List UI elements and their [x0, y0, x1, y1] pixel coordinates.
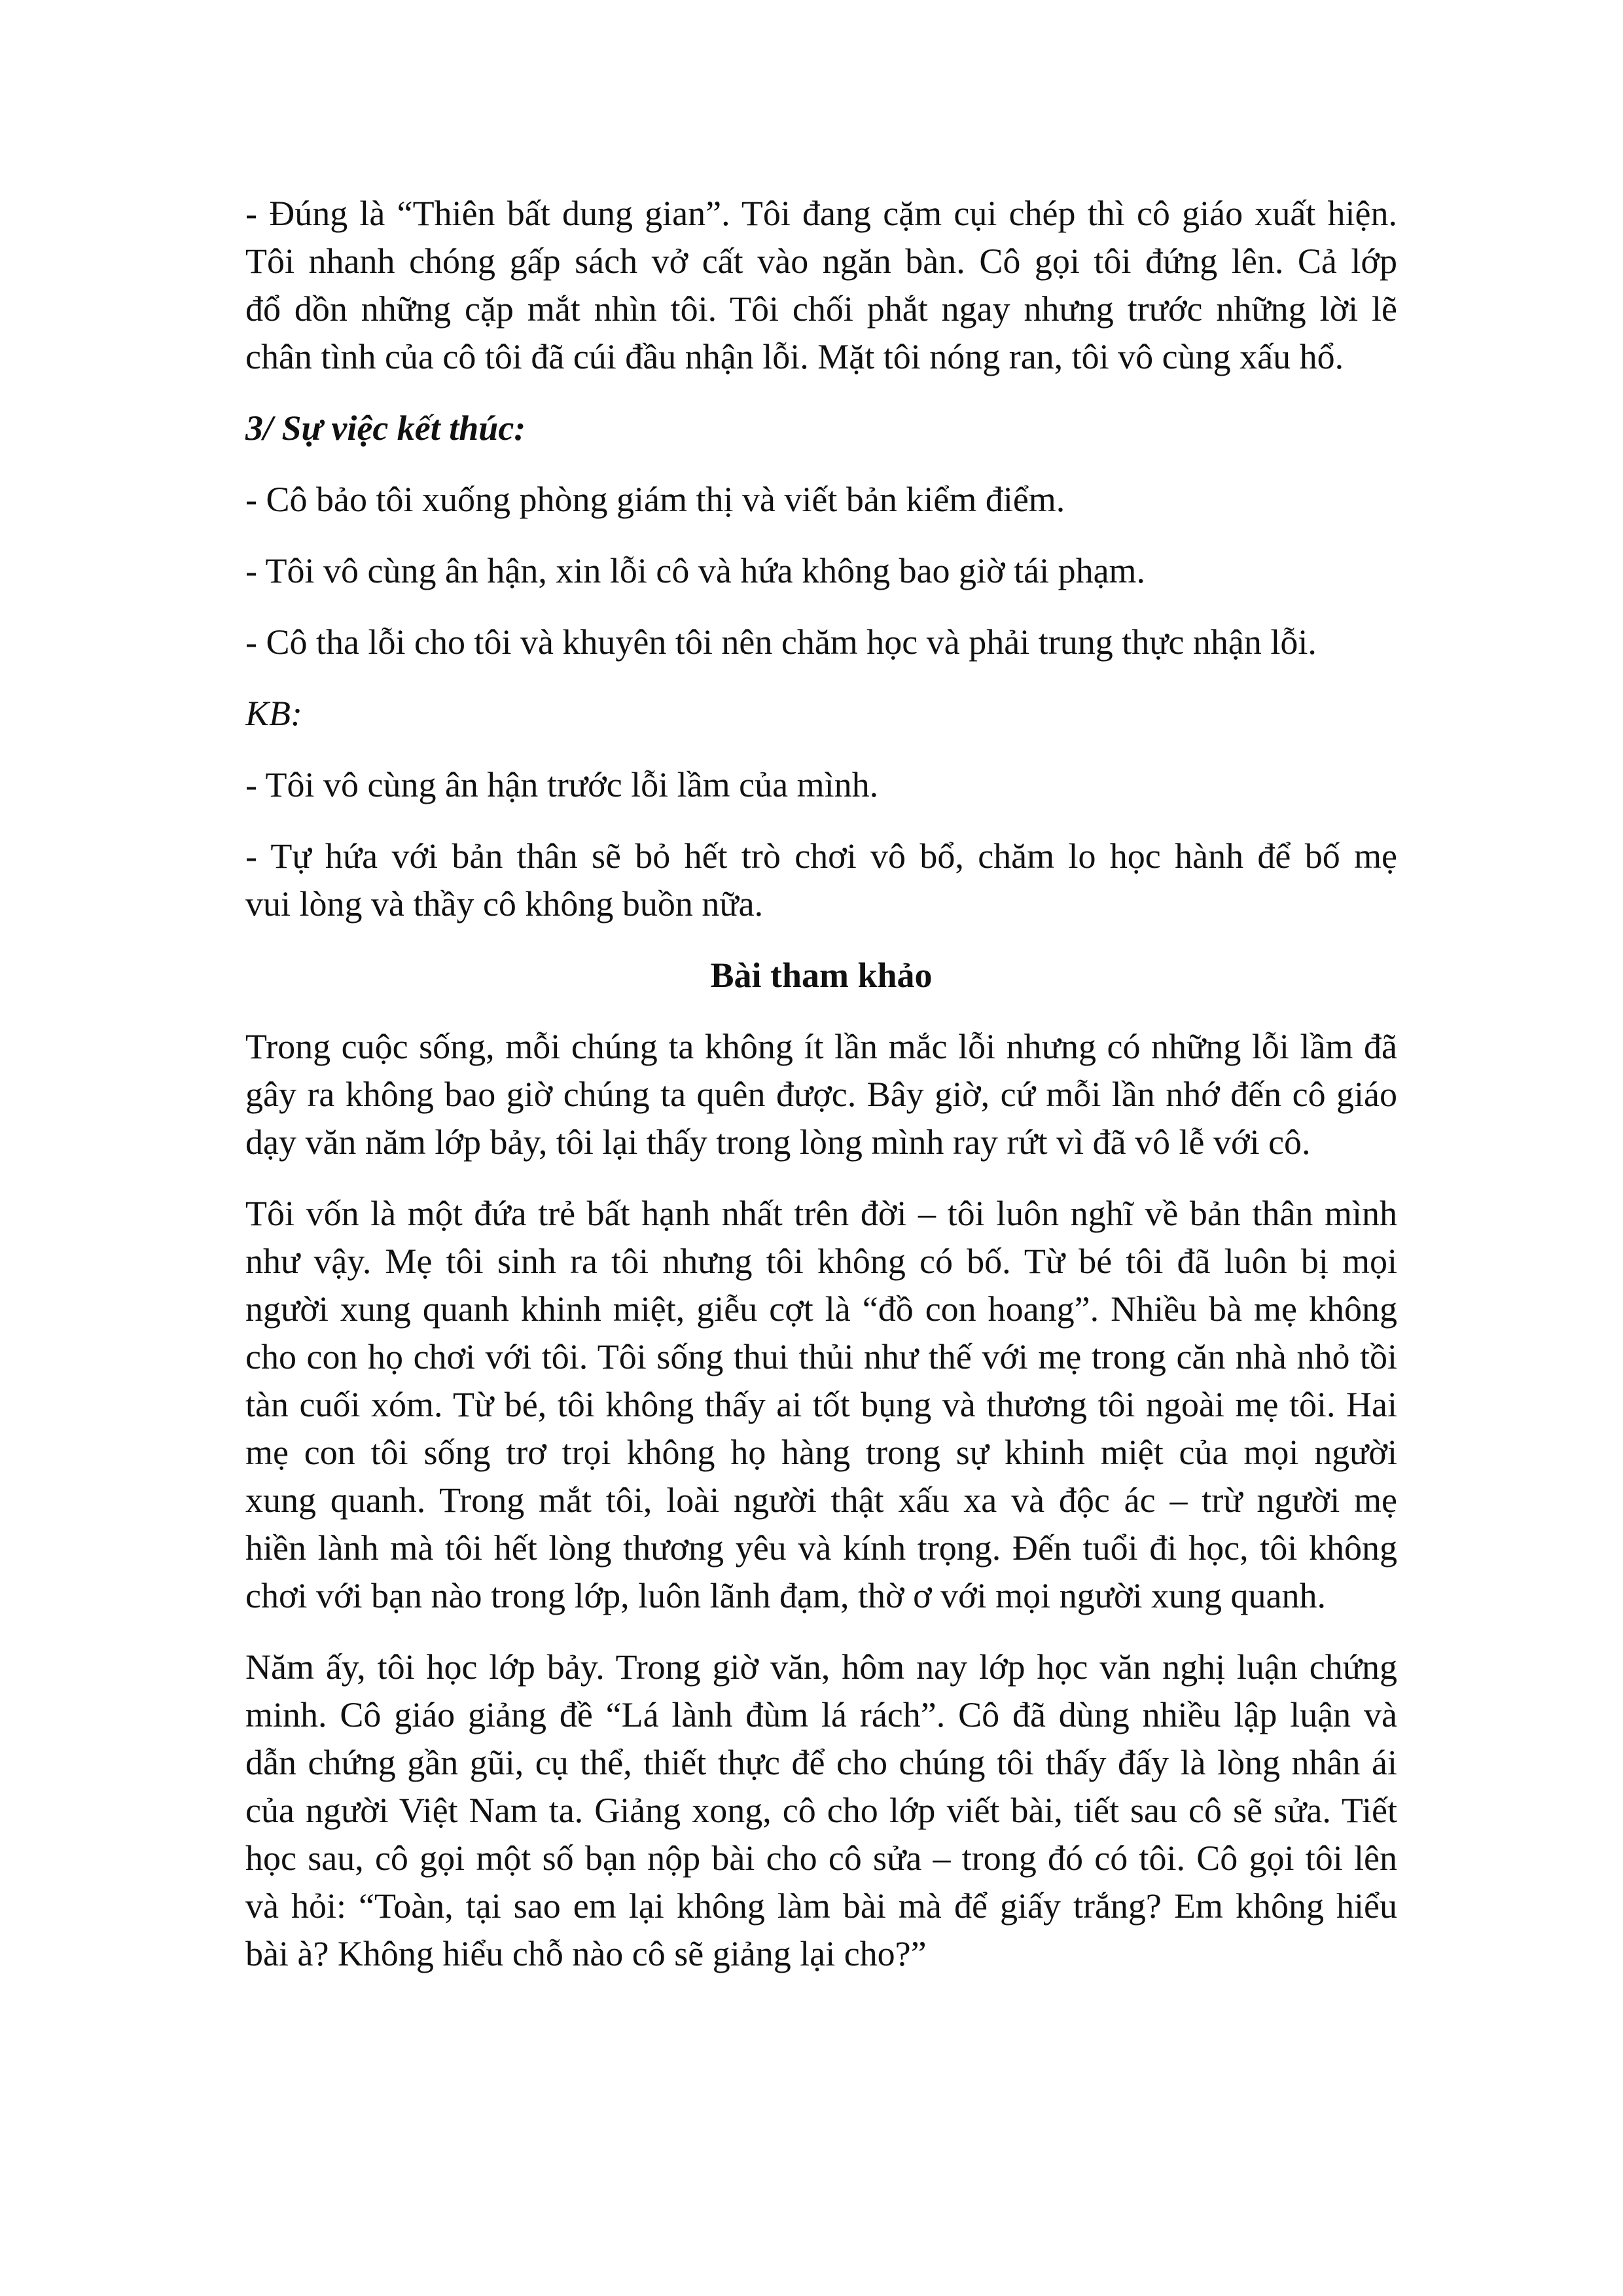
reference-title: Bài tham khảo	[710, 956, 933, 995]
text-line: vui lòng và thầy cô không buồn nữa.	[245, 884, 764, 924]
text-line: và hỏi: “Toàn, tại sao em lại không làm bài mà để giấy trắng? Em không hiểu	[245, 1886, 1397, 1926]
text-line: Trong cuộc sống, mỗi chúng ta không ít lần mắc lỗi nhưng có những lỗi lầm đã	[245, 1027, 1397, 1066]
text-line: đổ dồn những cặp mắt nhìn tôi. Tôi chối phắt ngay nhưng trước những lời lẽ	[245, 289, 1397, 329]
text-line: chơi với bạn nào trong lớp, luôn lãnh đạm, thờ ơ với mọi người xung quanh.	[245, 1576, 1326, 1615]
reference-paragraph	[245, 1023, 1397, 1166]
text-line: Tôi nhanh chóng gấp sách vở cất vào ngăn bàn. Cô gọi tôi đứng lên. Cả lớp	[245, 242, 1397, 281]
text-line: xung quanh. Trong mắt tôi, loài người thật xấu xa và độc ác – trừ người mẹ	[245, 1480, 1397, 1520]
text-line: Năm ấy, tôi học lớp bảy. Trong giờ văn, hôm nay lớp học văn nghị luận chứng	[245, 1647, 1397, 1687]
text-line: hiền lành mà tôi hết lòng thương yêu và kính trọng. Đến tuổi đi học, tôi không	[245, 1528, 1397, 1568]
intro-paragraph	[245, 190, 1397, 381]
list-item: - Tôi vô cùng ân hận, xin lỗi cô và hứa không bao giờ tái phạm.	[245, 551, 1146, 590]
text-line: cho con họ chơi với tôi. Tôi sống thui thủi như thế với mẹ trong căn nhà nhỏ tồi	[245, 1337, 1397, 1376]
text-line: dạy văn năm lớp bảy, tôi lại thấy trong lòng mình ray rứt vì đã vô lễ với cô.	[245, 1122, 1311, 1162]
text-line: mẹ con tôi sống trơ trọi không họ hàng trong sự khinh miệt của mọi người	[245, 1433, 1397, 1472]
document-page	[245, 190, 1397, 1978]
text-line: chân tình của cô tôi đã cúi đầu nhận lỗi. Mặt tôi nóng ran, tôi vô cùng xấu hổ.	[245, 337, 1344, 376]
section-3-heading: 3/ Sự việc kết thúc:	[245, 408, 526, 448]
text-line: - Tự hứa với bản thân sẽ bỏ hết trò chơi vô bổ, chăm lo học hành để bố mẹ	[245, 836, 1397, 876]
text-line: tàn cuối xóm. Từ bé, tôi không thấy ai tốt bụng và thương tôi ngoài mẹ tôi. Hai	[245, 1385, 1397, 1424]
text-line: học sau, cô gọi một số bạn nộp bài cho cô sửa – trong đó có tôi. Cô gọi tôi lên	[245, 1839, 1397, 1878]
text-line: gây ra không bao giờ chúng ta quên được. Bây giờ, cứ mỗi lần nhớ đến cô giáo	[245, 1075, 1397, 1114]
text-line: minh. Cô giáo giảng đề “Lá lành đùm lá rách”. Cô đã dùng nhiều lập luận và	[245, 1695, 1397, 1734]
list-item: - Tôi vô cùng ân hận trước lỗi lầm của mình.	[245, 765, 879, 804]
text-line: dẫn chứng gần gũi, cụ thể, thiết thực để cho chúng tôi thấy đấy là lòng nhân ái	[245, 1743, 1397, 1782]
text-line: của người Việt Nam ta. Giảng xong, cô cho lớp viết bài, tiết sau cô sẽ sửa. Tiết	[245, 1791, 1397, 1830]
text-line: như vậy. Mẹ tôi sinh ra tôi nhưng tôi không có bố. Từ bé tôi đã luôn bị mọi	[245, 1242, 1397, 1281]
kb-heading: KB:	[245, 694, 302, 733]
list-item: - Cô tha lỗi cho tôi và khuyên tôi nên chăm học và phải trung thực nhận lỗi.	[245, 622, 1317, 662]
reference-paragraph	[245, 1190, 1397, 1620]
text-line: - Đúng là “Thiên bất dung gian”. Tôi đang cặm cụi chép thì cô giáo xuất hiện.	[245, 194, 1397, 233]
list-item: - Cô bảo tôi xuống phòng giám thị và viết bản kiểm điểm.	[245, 480, 1065, 519]
text-line: Tôi vốn là một đứa trẻ bất hạnh nhất trên đời – tôi luôn nghĩ về bản thân mình	[245, 1194, 1397, 1233]
reference-paragraph	[245, 1643, 1397, 1978]
list-item	[245, 833, 1397, 928]
text-line: người xung quanh khinh miệt, giễu cợt là “đồ con hoang”. Nhiều bà mẹ không	[245, 1289, 1397, 1329]
text-line: bài à? Không hiểu chỗ nào cô sẽ giảng lại cho?”	[245, 1934, 927, 1973]
